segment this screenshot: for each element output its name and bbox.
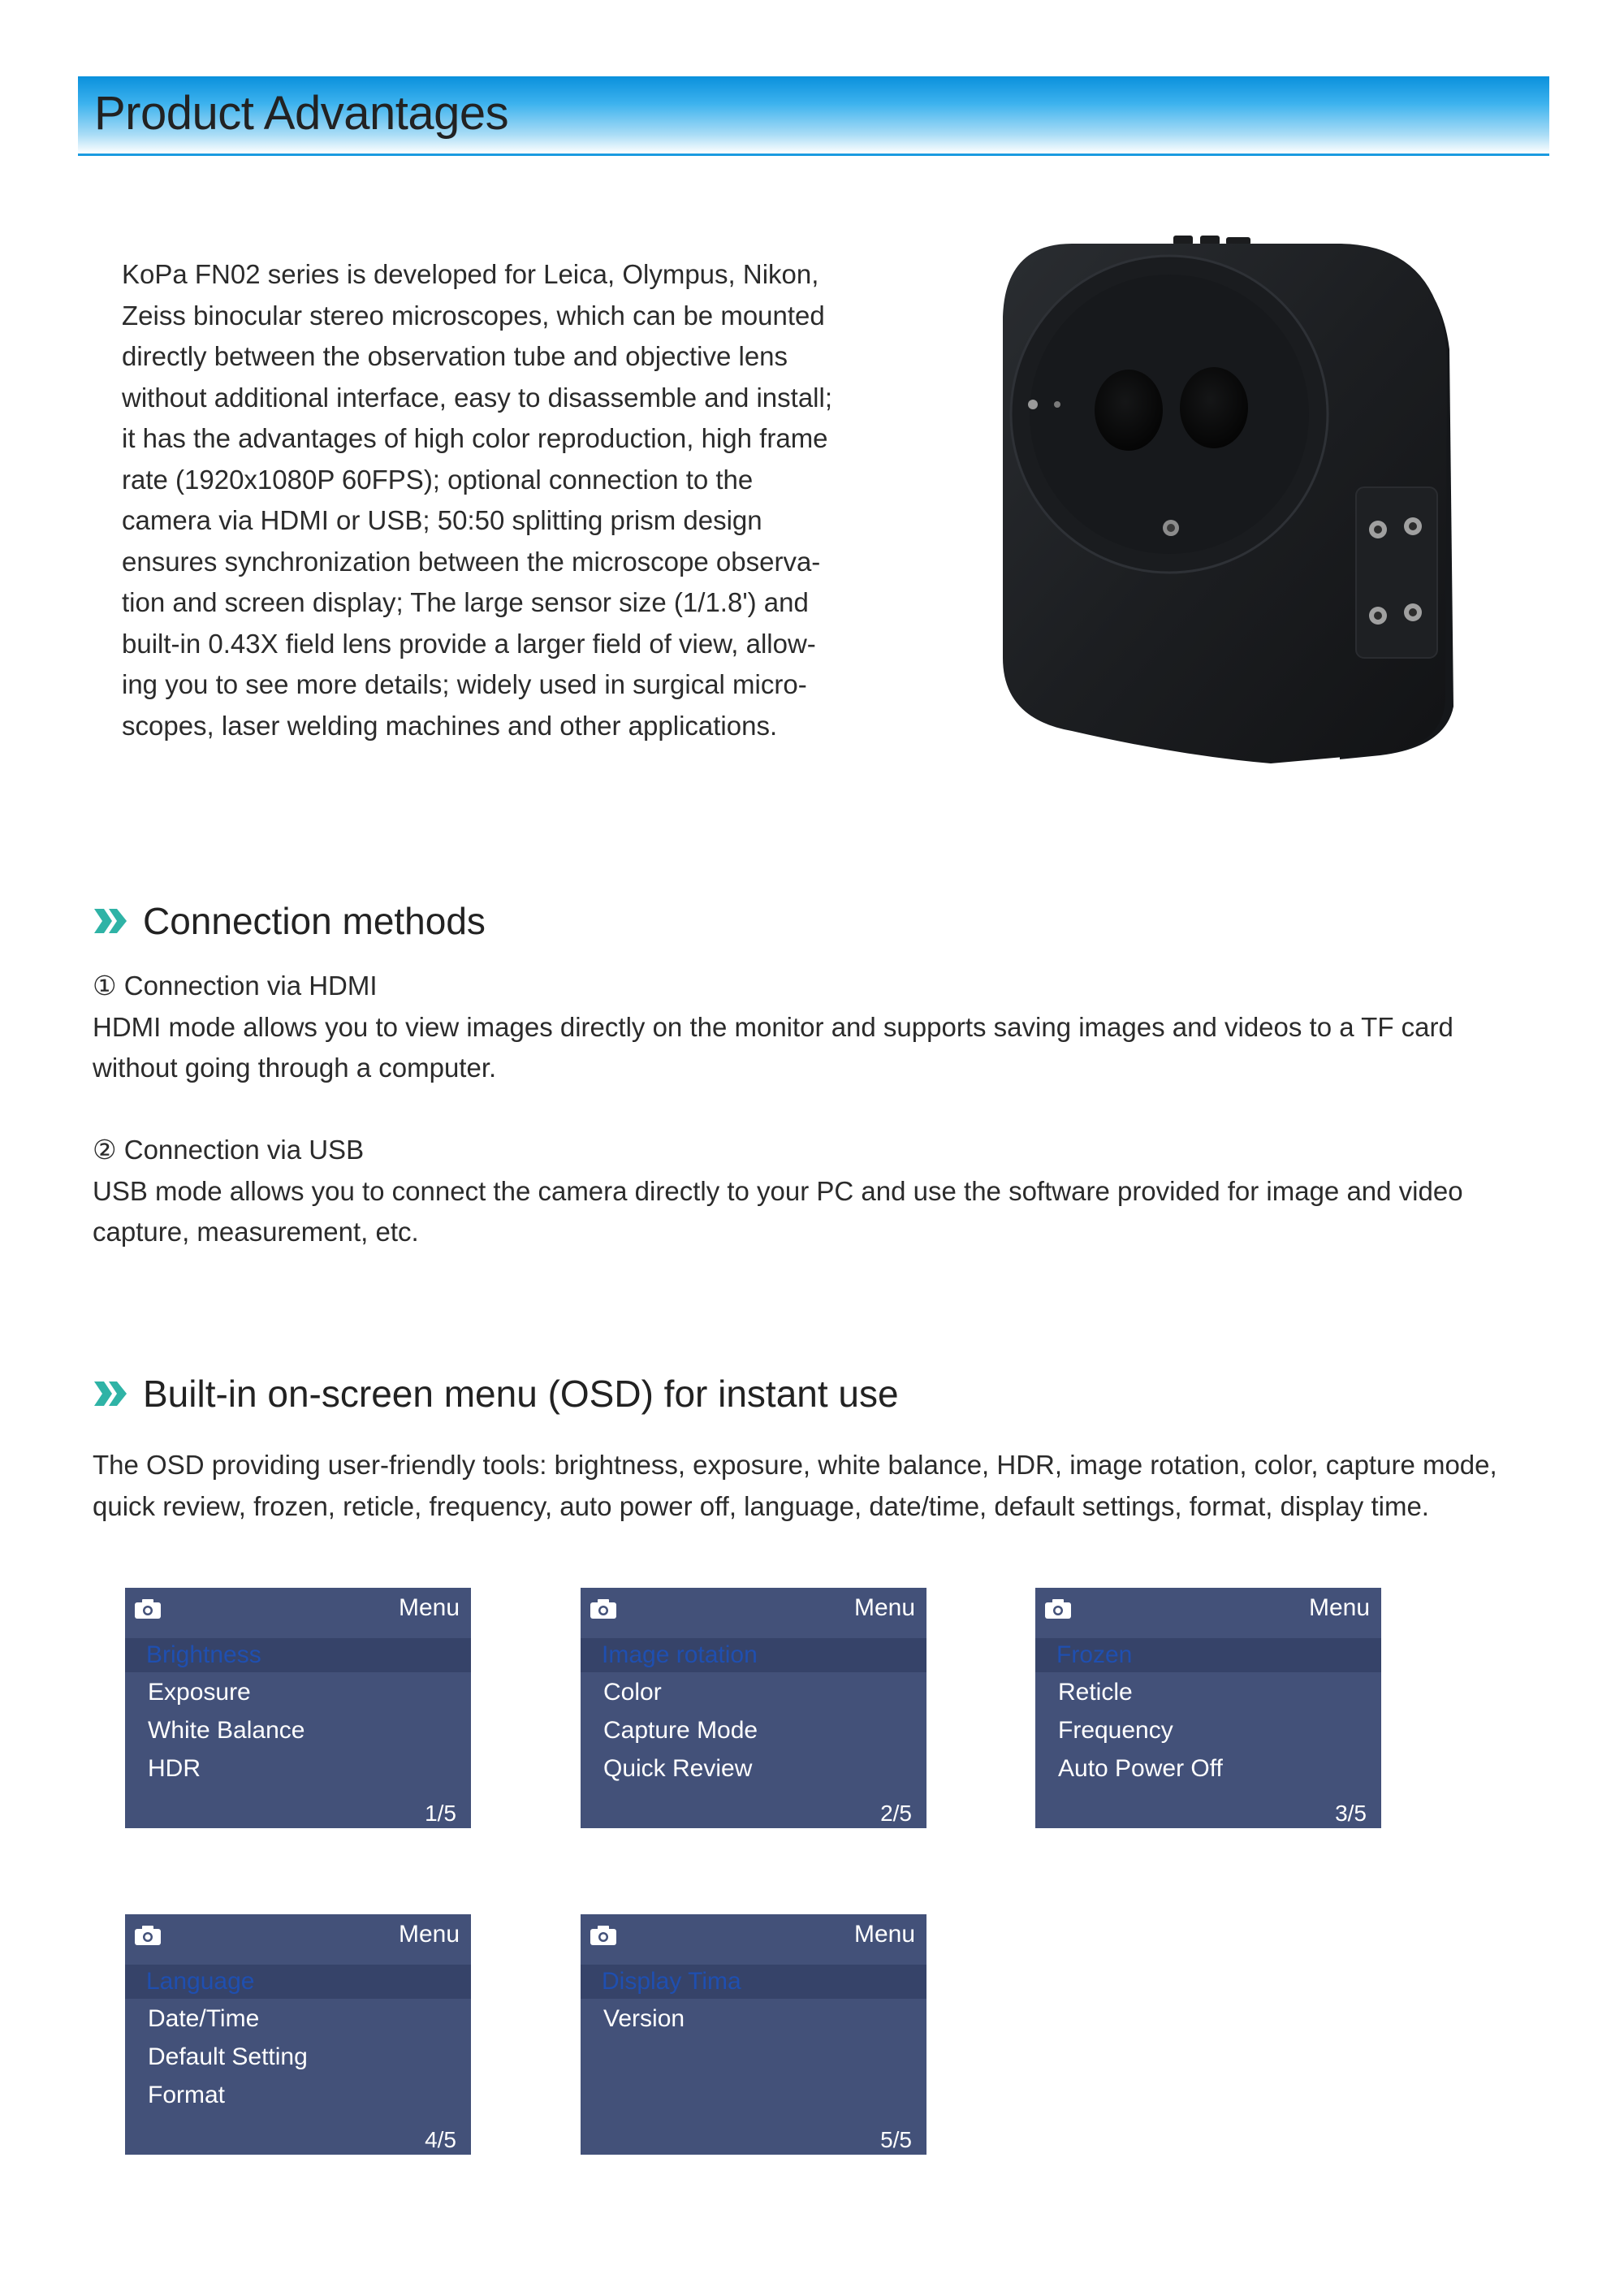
osd-description-line: The OSD providing user-friendly tools: brightness, exposure, white balance, HDR, image rotation, color, capture mode, bbox=[93, 1450, 1497, 1480]
intro-line: built-in 0.43X field lens provide a larger field of view, allow- bbox=[122, 628, 816, 659]
osd-selected-item: Brightness bbox=[146, 1641, 261, 1668]
double-chevron-icon bbox=[93, 1380, 128, 1407]
intro-line: directly between the observation tube and objective lens bbox=[122, 341, 788, 371]
osd-menu-label: Menu bbox=[853, 1921, 915, 1948]
osd-menu-item: HDR bbox=[148, 1755, 201, 1782]
osd-menu-item: Exposure bbox=[148, 1679, 251, 1706]
osd-page-indicator: 5/5 bbox=[880, 2127, 912, 2152]
usb-heading: ② Connection via USB bbox=[93, 1135, 365, 1165]
hdmi-line: without going through a computer. bbox=[93, 1053, 497, 1083]
intro-line: without additional interface, easy to disassemble and install; bbox=[122, 382, 832, 413]
osd-menu-screen-4 bbox=[125, 1914, 471, 2155]
osd-menu-label: Menu bbox=[1308, 1594, 1370, 1621]
double-chevron-icon bbox=[93, 907, 128, 935]
osd-selected-item: Language bbox=[146, 1968, 255, 1995]
osd-menu-item: Frequency bbox=[1058, 1717, 1173, 1744]
camera-icon bbox=[1043, 1598, 1073, 1620]
connection-section-heading bbox=[93, 897, 486, 945]
osd-selected-item: Image rotation bbox=[602, 1641, 758, 1668]
osd-menu-item: White Balance bbox=[148, 1717, 305, 1744]
osd-menu-item: Auto Power Off bbox=[1058, 1755, 1223, 1782]
osd-selected-row bbox=[581, 1638, 926, 1672]
osd-menu-item: Capture Mode bbox=[603, 1717, 758, 1744]
intro-line: tion and screen display; The large sensor size (1/1.8') and bbox=[122, 587, 809, 617]
intro-paragraph bbox=[122, 254, 853, 746]
usb-line: USB mode allows you to connect the camera directly to your PC and use the software provided for image and video bbox=[93, 1175, 1463, 1206]
osd-menu-screen-5 bbox=[581, 1914, 926, 2155]
osd-selected-row bbox=[125, 1965, 471, 1999]
osd-selected-item: Display Tima bbox=[602, 1968, 741, 1995]
osd-menu-item: Quick Review bbox=[603, 1755, 753, 1782]
intro-line: Zeiss binocular stereo microscopes, which can be mounted bbox=[122, 300, 825, 331]
intro-line: rate (1920x1080P 60FPS); optional connection to the bbox=[122, 464, 754, 495]
osd-page-indicator: 1/5 bbox=[425, 1801, 456, 1826]
osd-page-indicator: 3/5 bbox=[1335, 1801, 1367, 1826]
osd-menu-label: Menu bbox=[853, 1594, 915, 1621]
osd-selected-row bbox=[125, 1638, 471, 1672]
intro-line: KoPa FN02 series is developed for Leica, Olympus, Nikon, bbox=[122, 259, 819, 289]
product-camera-image bbox=[983, 227, 1470, 780]
osd-menu-label: Menu bbox=[398, 1594, 460, 1621]
osd-menu-label: Menu bbox=[398, 1921, 460, 1948]
osd-menu-item: Color bbox=[603, 1679, 662, 1706]
hdmi-connection-block bbox=[93, 966, 1554, 1089]
camera-icon bbox=[133, 1924, 162, 1947]
osd-menu-item: Format bbox=[148, 2082, 226, 2108]
osd-description bbox=[93, 1445, 1554, 1527]
osd-menu-item: Default Setting bbox=[148, 2043, 308, 2070]
osd-page-indicator: 4/5 bbox=[425, 2127, 456, 2152]
osd-selected-row bbox=[1035, 1638, 1381, 1672]
connection-section-title: Connection methods bbox=[143, 900, 486, 942]
osd-menu-item: Reticle bbox=[1058, 1679, 1133, 1706]
hdmi-line: HDMI mode allows you to view images directly on the monitor and supports saving images and videos to a TF card bbox=[93, 1011, 1453, 1042]
intro-line: ensures synchronization between the microscope observa- bbox=[122, 546, 821, 577]
intro-line: scopes, laser welding machines and other applications. bbox=[122, 710, 778, 741]
osd-menu-screen-3 bbox=[1035, 1588, 1381, 1828]
osd-description-line: quick review, frozen, reticle, frequency, auto power off, language, date/time, default settings, format, display time. bbox=[93, 1490, 1429, 1521]
osd-selected-item: Frozen bbox=[1056, 1641, 1133, 1668]
camera-icon bbox=[589, 1924, 618, 1947]
osd-selected-row bbox=[581, 1965, 926, 1999]
hdmi-heading: ① Connection via HDMI bbox=[93, 971, 378, 1001]
osd-section-title: Built-in on-screen menu (OSD) for instant use bbox=[143, 1373, 899, 1415]
camera-icon bbox=[589, 1598, 618, 1620]
intro-line: camera via HDMI or USB; 50:50 splitting prism design bbox=[122, 505, 762, 535]
page-title: Product Advantages bbox=[94, 87, 509, 140]
camera-icon bbox=[133, 1598, 162, 1620]
osd-menu-item: Version bbox=[603, 2005, 685, 2032]
usb-connection-block bbox=[93, 1130, 1554, 1253]
osd-menu-screen-1 bbox=[125, 1588, 471, 1828]
osd-menu-item: Date/Time bbox=[148, 2005, 260, 2032]
osd-menu-screen-2 bbox=[581, 1588, 926, 1828]
osd-section-heading bbox=[93, 1369, 899, 1418]
osd-page-indicator: 2/5 bbox=[880, 1801, 912, 1826]
intro-line: it has the advantages of high color reproduction, high frame bbox=[122, 423, 828, 453]
intro-line: ing you to see more details; widely used in surgical micro- bbox=[122, 669, 807, 699]
usb-line: capture, measurement, etc. bbox=[93, 1217, 419, 1247]
page-header-banner bbox=[78, 76, 1549, 156]
